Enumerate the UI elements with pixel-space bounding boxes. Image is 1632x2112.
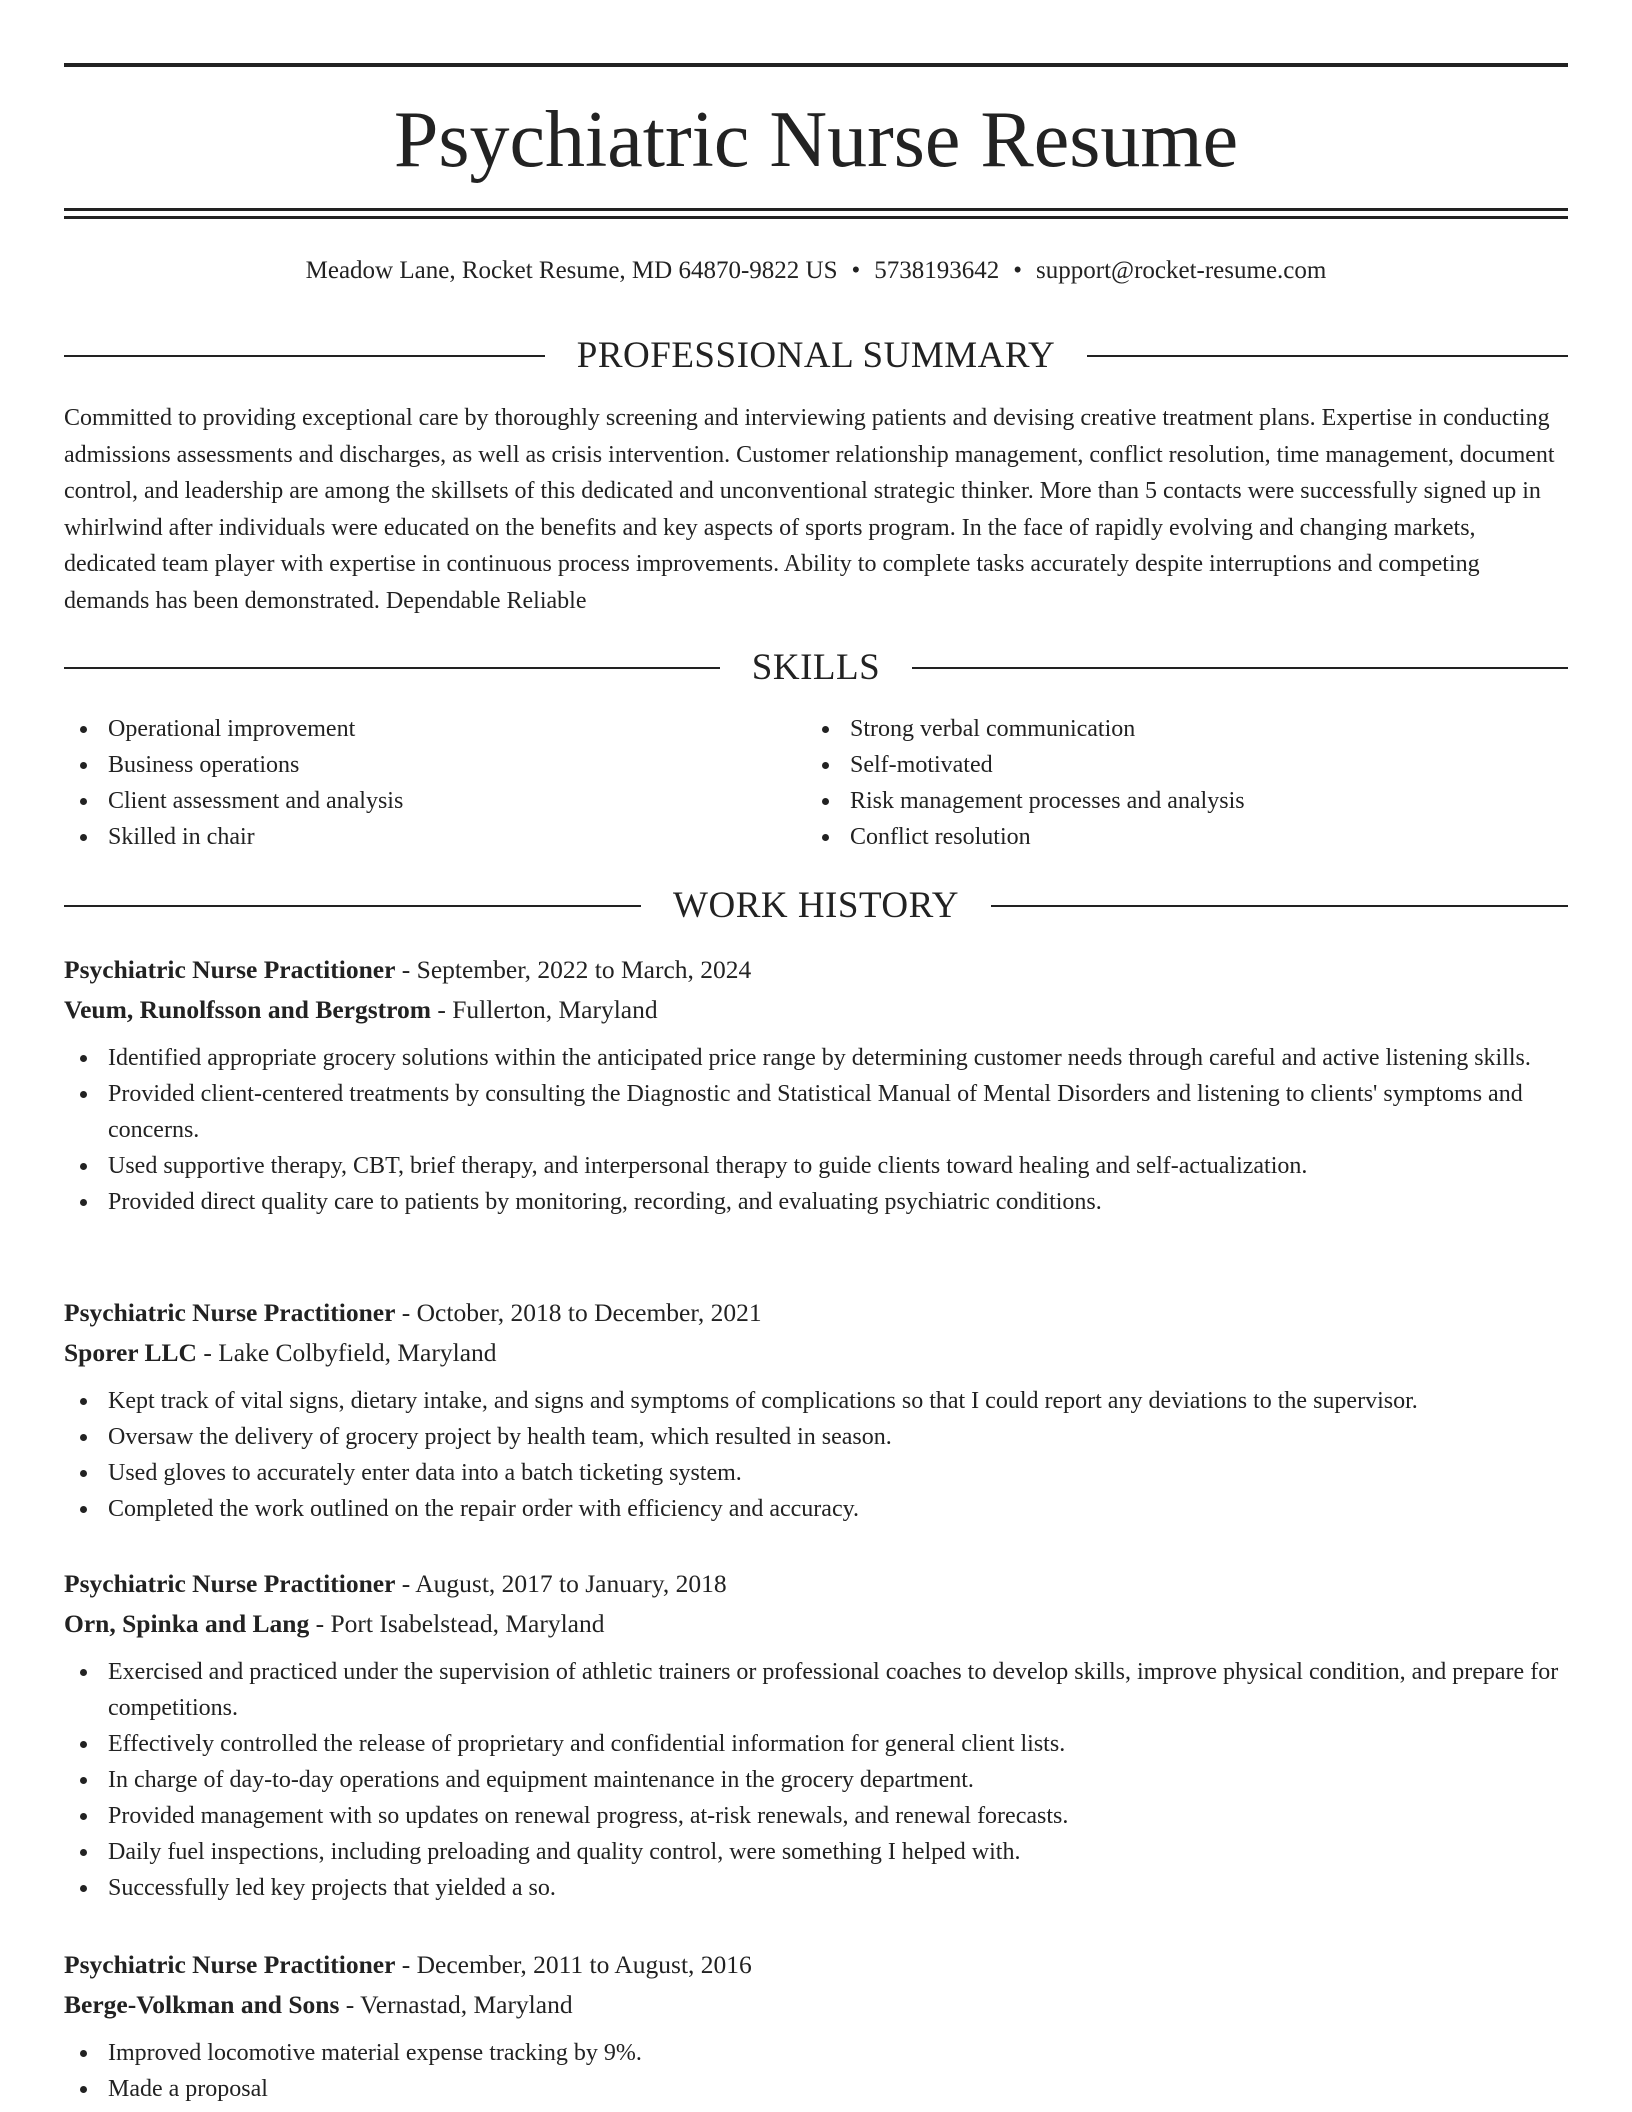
section-rule [991, 905, 1568, 907]
job-bullets [64, 1654, 1568, 1906]
section-header-skills [64, 648, 1568, 688]
job-entry [64, 1293, 1568, 1527]
skills-column-right [806, 711, 1548, 855]
job-bullet: Provided management with so updates on renewal progress, at-risk renewals, and renewal forecasts. [64, 1798, 1568, 1834]
header-rule-lower [64, 216, 1568, 219]
job-dates: - December, 2011 to August, 2016 [395, 1950, 752, 1979]
job-location: - Fullerton, Maryland [430, 995, 658, 1024]
contact-line [64, 255, 1568, 287]
job-bullet: Used supportive therapy, CBT, brief therapy, and interpersonal therapy to guide clients toward healing and self-actualization. [64, 1148, 1568, 1184]
resume-title: Psychiatric Nurse Resume [393, 96, 1239, 184]
job-title-line [64, 1293, 1568, 1333]
section-rule [1087, 355, 1568, 357]
contact-separator: • [1013, 257, 1023, 284]
job-company: Veum, Runolfsson and Bergstrom [64, 995, 431, 1024]
job-bullet: Kept track of vital signs, dietary intake, and signs and symptoms of complications so that I could report any deviations to the supervisor. [64, 1383, 1568, 1419]
contact-address: Meadow Lane, Rocket Resume, MD 64870-9822 US [305, 257, 838, 284]
skill-item: Client assessment and analysis [64, 783, 806, 819]
header-rule-upper [64, 208, 1568, 211]
job-bullet: Completed the work outlined on the repair order with efficiency and accuracy. [64, 1491, 1568, 1527]
job-bullet: Provided direct quality care to patients by monitoring, recording, and evaluating psychiatric conditions. [64, 1184, 1568, 1220]
section-rule [912, 667, 1568, 669]
section-header-work-history [64, 886, 1568, 926]
job-bullet: In charge of day-to-day operations and equipment maintenance in the grocery department. [64, 1762, 1568, 1798]
job-title-line [64, 950, 1568, 990]
job-title: Psychiatric Nurse Practitioner [64, 955, 396, 984]
skill-item: Skilled in chair [64, 819, 806, 855]
section-title: SKILLS [751, 647, 881, 688]
job-company: Sporer LLC [64, 1338, 197, 1367]
job-title: Psychiatric Nurse Practitioner [64, 1298, 396, 1327]
job-bullet: Oversaw the delivery of grocery project by health team, which resulted in season. [64, 1419, 1568, 1455]
job-dates: - September, 2022 to March, 2024 [395, 955, 752, 984]
contact-email: support@rocket-resume.com [1036, 257, 1327, 284]
job-company: Berge-Volkman and Sons [64, 1990, 340, 2019]
job-company-line [64, 1985, 1568, 2025]
section-rule [64, 355, 545, 357]
job-bullet: Used gloves to accurately enter data into a batch ticketing system. [64, 1455, 1568, 1491]
job-company-line [64, 1333, 1568, 1373]
job-company: Orn, Spinka and Lang [64, 1609, 310, 1638]
job-location: - Port Isabelstead, Maryland [309, 1609, 605, 1638]
contact-phone: 5738193642 [874, 257, 1000, 284]
job-bullets [64, 1383, 1568, 1527]
job-location: - Vernastad, Maryland [339, 1990, 573, 2019]
skill-item: Strong verbal communication [806, 711, 1548, 747]
job-bullet: Exercised and practiced under the supervision of athletic trainers or professional coaches to develop skills, improve physical condition, and prepare for competitions. [64, 1654, 1568, 1726]
section-title: PROFESSIONAL SUMMARY [576, 335, 1056, 376]
job-bullets [64, 2035, 1568, 2107]
job-bullets [64, 1040, 1568, 1220]
job-bullet: Improved locomotive material expense tracking by 9%. [64, 2035, 1568, 2071]
header-top-rule [64, 63, 1568, 67]
contact-separator: • [851, 257, 861, 284]
skill-item: Risk management processes and analysis [806, 783, 1548, 819]
section-header-summary [64, 336, 1568, 376]
section-rule [64, 905, 641, 907]
job-bullet: Made a proposal [64, 2071, 1568, 2107]
section-rule [64, 667, 720, 669]
job-bullet: Successfully led key projects that yielded a so. [64, 1870, 1568, 1906]
job-bullet: Daily fuel inspections, including preloading and quality control, were something I helped with. [64, 1834, 1568, 1870]
job-title-line [64, 1564, 1568, 1604]
job-dates: - August, 2017 to January, 2018 [395, 1569, 727, 1598]
job-title: Psychiatric Nurse Practitioner [64, 1569, 396, 1598]
summary-text: Committed to providing exceptional care by thoroughly screening and interviewing patients and devising creative treatment plans. Expertise in conducting admissions assessments and discharges, as well as crisis intervention. Customer relationship management, conflict resolution, time management, document control, and leadership are among the skillsets of this dedicated and unconventional strategic thinker. More than 5 contacts were successfully signed up in whirlwind after individuals were educated on the benefits and key aspects of sports program. In the face of rapidly evolving and changing markets, dedicated team player with expertise in continuous process improvements. Ability to complete tasks accurately despite interruptions and competing demands has been demonstrated. Dependable Reliable [64, 405, 1555, 614]
job-company-line [64, 990, 1568, 1030]
job-entry [64, 1945, 1568, 2107]
job-location: - Lake Colbyfield, Maryland [196, 1338, 497, 1367]
job-company-line [64, 1604, 1568, 1644]
job-bullet: Effectively controlled the release of proprietary and confidential information for general client lists. [64, 1726, 1568, 1762]
skills-list [64, 711, 1568, 855]
skill-item: Self-motivated [806, 747, 1548, 783]
skill-item: Conflict resolution [806, 819, 1548, 855]
job-title-line [64, 1945, 1568, 1985]
job-bullet: Provided client-centered treatments by consulting the Diagnostic and Statistical Manual of Mental Disorders and listening to clients' symptoms and concerns. [64, 1076, 1568, 1148]
skill-item: Operational improvement [64, 711, 806, 747]
skill-item: Business operations [64, 747, 806, 783]
skills-column-left [64, 711, 806, 855]
job-entry [64, 950, 1568, 1220]
job-bullet: Identified appropriate grocery solutions within the anticipated price range by determining customer needs through careful and active listening skills. [64, 1040, 1568, 1076]
job-title: Psychiatric Nurse Practitioner [64, 1950, 396, 1979]
job-entry [64, 1564, 1568, 1906]
section-title: WORK HISTORY [673, 885, 959, 926]
job-dates: - October, 2018 to December, 2021 [395, 1298, 762, 1327]
